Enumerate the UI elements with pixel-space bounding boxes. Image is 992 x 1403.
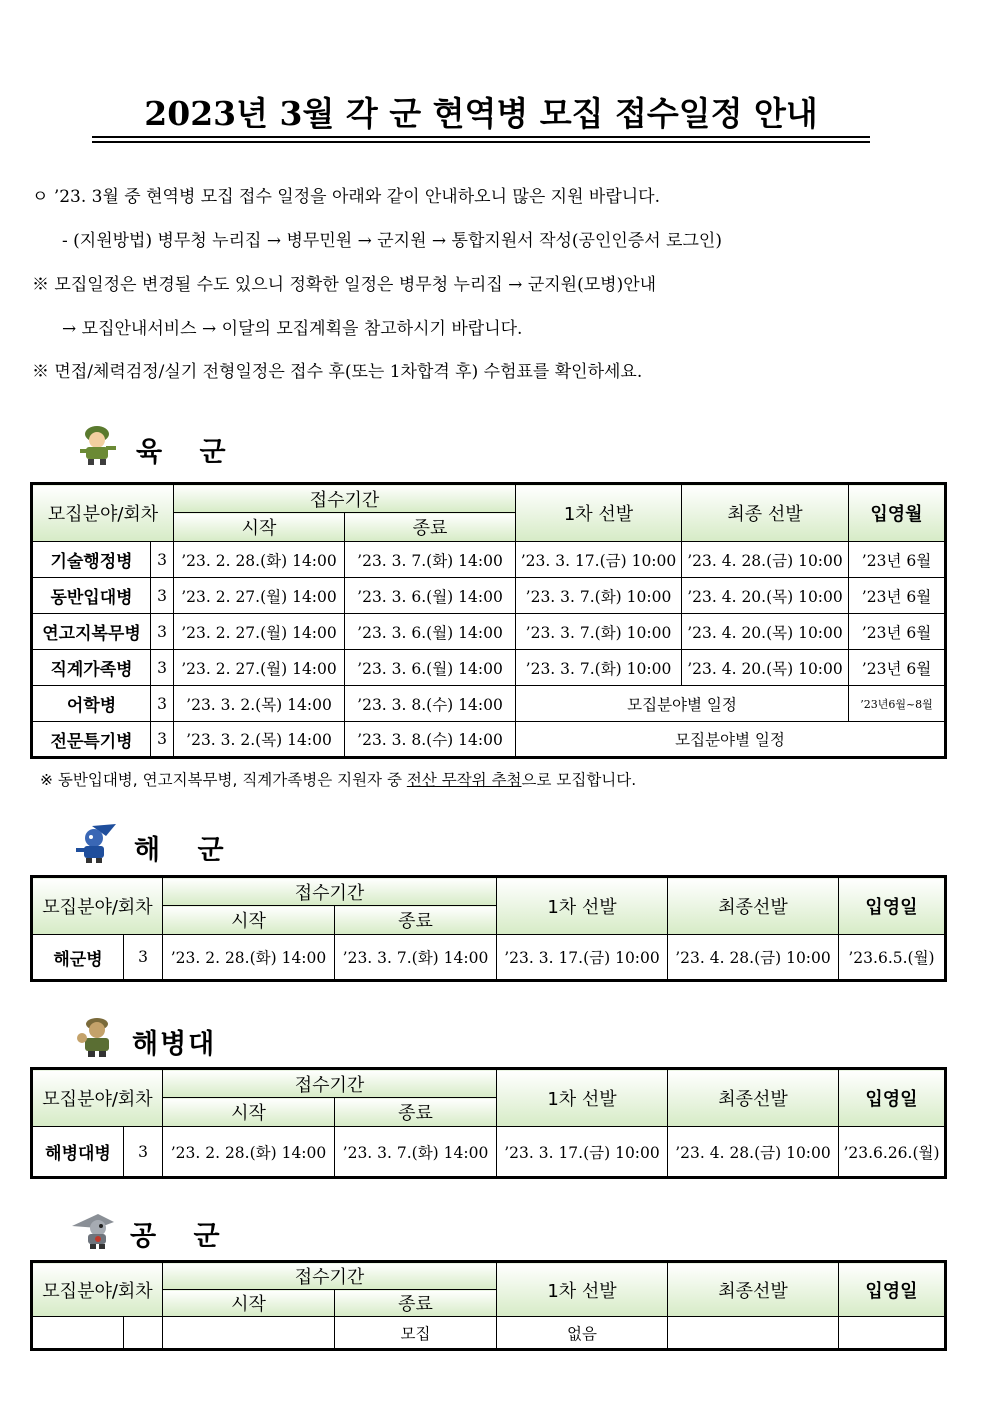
row-enlist: ’23.6.26.(월)	[839, 1127, 946, 1178]
row-round: 3	[151, 686, 174, 722]
row-final: ’23. 4. 20.(목) 10:00	[682, 614, 849, 650]
header-start: 시작	[163, 1098, 335, 1127]
row-round: 3	[151, 650, 174, 686]
footnote-underlined: 전산 무작위 추첨	[406, 771, 522, 789]
row-end: ’23. 3. 7.(화) 14:00	[345, 542, 516, 578]
title-underline-2	[92, 141, 870, 143]
header-first: 1차 선발	[497, 1262, 668, 1317]
row-round: 3	[124, 935, 163, 981]
row-enlist: ’23년 6월	[849, 650, 946, 686]
row-end: ’23. 3. 7.(화) 14:00	[335, 1127, 497, 1178]
row-start: ’23. 2. 27.(월) 14:00	[174, 578, 345, 614]
marine-table	[30, 1067, 947, 1179]
header-final: 최종 선발	[682, 484, 849, 542]
note-5: ※ 면접/체력검정/실기 전형일정은 접수 후(또는 1차합격 후) 수험표를 확인하세요.	[32, 362, 643, 382]
row-start: ’23. 3. 2.(목) 14:00	[174, 686, 345, 722]
table-row	[32, 578, 946, 614]
table-row	[32, 542, 946, 578]
header-first: 1차 선발	[497, 1069, 668, 1127]
row-end: ’23. 3. 6.(월) 14:00	[345, 578, 516, 614]
row-end: 모집	[335, 1317, 497, 1350]
row-round: 3	[124, 1127, 163, 1178]
row-start: ’23. 2. 28.(화) 14:00	[174, 542, 345, 578]
row-end: ’23. 3. 8.(수) 14:00	[345, 686, 516, 722]
row-end: ’23. 3. 6.(월) 14:00	[345, 614, 516, 650]
row-final: ’23. 4. 28.(금) 10:00	[682, 542, 849, 578]
row-final: ’23. 4. 28.(금) 10:00	[668, 1127, 839, 1178]
row-first: ’23. 3. 17.(금) 10:00	[516, 542, 682, 578]
table-row	[32, 722, 946, 758]
row-name: 어학병	[32, 686, 151, 722]
note-3: ※ 모집일정은 변경될 수도 있으니 정확한 일정은 병무청 누리집 → 군지원(모병)안내	[32, 275, 657, 295]
header-enlist: 입영일	[839, 1069, 946, 1127]
row-round: 3	[151, 614, 174, 650]
header-field: 모집분야/회차	[32, 877, 163, 935]
header-period: 접수기간	[163, 1069, 497, 1098]
army-heading: 육 군	[136, 437, 240, 468]
row-enlist	[839, 1317, 946, 1350]
row-first: ’23. 3. 7.(화) 10:00	[516, 650, 682, 686]
header-field: 모집분야/회차	[32, 1262, 163, 1317]
table-row	[32, 686, 946, 722]
row-name: 동반입대병	[32, 578, 151, 614]
row-enlist: ’23년 6월	[849, 578, 946, 614]
header-field: 모집분야/회차	[32, 1069, 163, 1127]
header-start: 시작	[163, 1290, 335, 1317]
footnote-post: 으로 모집합니다.	[521, 771, 637, 789]
row-end: ’23. 3. 6.(월) 14:00	[345, 650, 516, 686]
navy-heading: 해 군	[134, 835, 238, 866]
header-first: 1차 선발	[516, 484, 682, 542]
header-first: 1차 선발	[497, 877, 668, 935]
airforce-mascot-icon	[68, 1206, 118, 1250]
header-field: 모집분야/회차	[32, 484, 174, 542]
marine-heading: 해병대	[132, 1029, 217, 1060]
header-final: 최종선발	[668, 1262, 839, 1317]
header-end: 종료	[335, 1098, 497, 1127]
army-table	[30, 482, 947, 759]
row-name: 해군병	[32, 935, 124, 981]
marine-mascot-icon	[72, 1014, 122, 1058]
row-name: 해병대병	[32, 1127, 124, 1178]
header-period: 접수기간	[163, 877, 497, 906]
note-1: ㅇ ’23. 3월 중 현역병 모집 접수 일정을 아래와 같이 안내하오니 많은 지원 바랍니다.	[32, 187, 660, 207]
row-name	[32, 1317, 124, 1350]
row-round	[124, 1317, 163, 1350]
note-2: - (지원방법) 병무청 누리집 → 병무민원 → 군지원 → 통합지원서 작성(공인인증서 로그인)	[62, 231, 722, 251]
row-end: ’23. 3. 7.(화) 14:00	[335, 935, 497, 981]
header-end: 종료	[335, 906, 497, 935]
row-final: ’23. 4. 28.(금) 10:00	[668, 935, 839, 981]
row-first: 없음	[497, 1317, 668, 1350]
table-row	[32, 1317, 946, 1350]
navy-table	[30, 875, 947, 982]
table-row	[32, 614, 946, 650]
row-merged: 모집분야별 일정	[516, 722, 946, 758]
row-first: ’23. 3. 7.(화) 10:00	[516, 578, 682, 614]
row-first: ’23. 3. 17.(금) 10:00	[497, 935, 668, 981]
row-start: ’23. 2. 28.(화) 14:00	[163, 1127, 335, 1178]
row-name: 직계가족병	[32, 650, 151, 686]
row-name: 연고지복무병	[32, 614, 151, 650]
row-final: ’23. 4. 20.(목) 10:00	[682, 650, 849, 686]
row-enlist: ’23년6월~8월	[849, 686, 946, 722]
row-first: ’23. 3. 7.(화) 10:00	[516, 614, 682, 650]
airforce-heading: 공 군	[130, 1221, 234, 1252]
row-round: 3	[151, 722, 174, 758]
army-footnote	[40, 768, 636, 790]
row-start: ’23. 2. 28.(화) 14:00	[163, 935, 335, 981]
header-enlist: 입영일	[839, 877, 946, 935]
row-end: ’23. 3. 8.(수) 14:00	[345, 722, 516, 758]
page-title	[92, 88, 870, 135]
table-row	[32, 1127, 946, 1178]
header-period: 접수기간	[174, 484, 516, 513]
row-name: 기술행정병	[32, 542, 151, 578]
header-final: 최종선발	[668, 877, 839, 935]
table-row	[32, 650, 946, 686]
row-start	[163, 1317, 335, 1350]
row-start: ’23. 3. 2.(목) 14:00	[174, 722, 345, 758]
airforce-table	[30, 1260, 947, 1351]
row-round: 3	[151, 578, 174, 614]
header-enlist: 입영월	[849, 484, 946, 542]
footnote-pre: ※ 동반입대병, 연고지복무병, 직계가족병은 지원자 중	[40, 771, 407, 789]
row-final: ’23. 4. 20.(목) 10:00	[682, 578, 849, 614]
title-underline	[92, 136, 870, 138]
header-final: 최종선발	[668, 1069, 839, 1127]
table-row	[32, 935, 946, 981]
header-start: 시작	[163, 906, 335, 935]
row-name: 전문특기병	[32, 722, 151, 758]
header-period: 접수기간	[163, 1262, 497, 1290]
row-enlist: ’23년 6월	[849, 542, 946, 578]
note-4: → 모집안내서비스 → 이달의 모집계획을 참고하시기 바랍니다.	[62, 319, 523, 339]
header-end: 종료	[335, 1290, 497, 1317]
navy-mascot-icon	[72, 820, 122, 864]
header-enlist: 입영일	[839, 1262, 946, 1317]
title-text: 2023년 3월 각 군 현역병 모집 접수일정 안내	[144, 94, 818, 133]
row-merged: 모집분야별 일정	[516, 686, 849, 722]
row-round: 3	[151, 542, 174, 578]
header-end: 종료	[345, 513, 516, 542]
row-start: ’23. 2. 27.(월) 14:00	[174, 614, 345, 650]
row-enlist: ’23.6.5.(월)	[839, 935, 946, 981]
row-final	[668, 1317, 839, 1350]
header-start: 시작	[174, 513, 345, 542]
row-start: ’23. 2. 27.(월) 14:00	[174, 650, 345, 686]
row-enlist: ’23년 6월	[849, 614, 946, 650]
army-mascot-icon	[72, 422, 122, 466]
row-first: ’23. 3. 17.(금) 10:00	[497, 1127, 668, 1178]
